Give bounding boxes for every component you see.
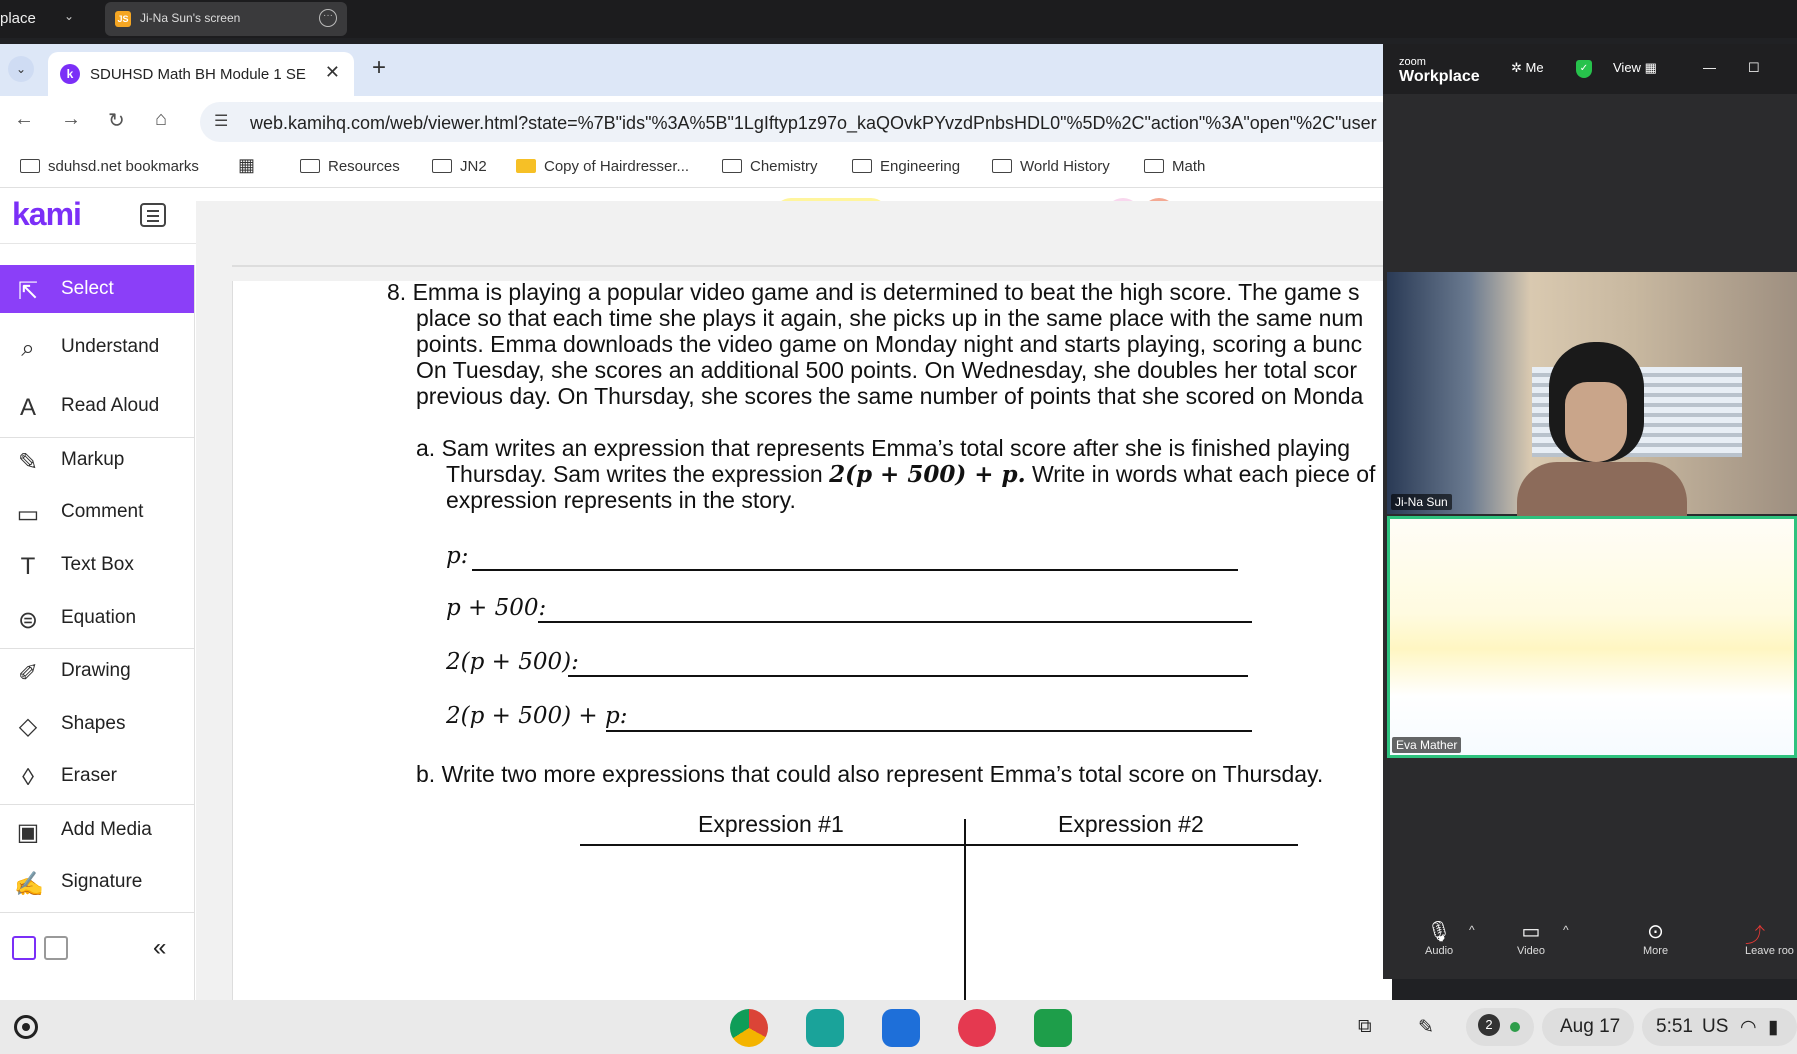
part-b-text: b. Write two more expressions that could also represent Emma’s total score on Thursday. xyxy=(416,761,1324,787)
clock-text: 5:51 xyxy=(1656,1016,1693,1037)
view-button[interactable]: View ▦ xyxy=(1613,60,1657,75)
kami-favicon-icon: k xyxy=(60,64,80,84)
video-off-icon: ▭ xyxy=(1521,921,1541,943)
tool-add-media[interactable]: ▣ Add Media xyxy=(0,806,194,854)
files-icon[interactable] xyxy=(882,1009,920,1047)
zoom-header xyxy=(1383,44,1797,94)
stylus-icon[interactable]: ✎ xyxy=(1418,1017,1434,1038)
table-header: Expression #2 xyxy=(1058,811,1204,837)
shared-screen-label: Ji-Na Sun's screen xyxy=(140,11,241,25)
paint-icon[interactable] xyxy=(958,1009,996,1047)
sidebar-divider xyxy=(0,912,194,913)
shared-screen-tab[interactable] xyxy=(105,2,347,36)
question-text-line: On Tuesday, she scores an additional 500 points. On Wednesday, she doubles her total scor xyxy=(416,357,1358,383)
tool-shapes[interactable]: ◇ Shapes xyxy=(0,700,194,748)
blank-label: p + 500: xyxy=(446,595,547,621)
participant-video[interactable] xyxy=(1387,272,1797,514)
apps-grid-icon[interactable]: ▦ xyxy=(238,155,256,175)
table-divider xyxy=(964,819,966,1000)
single-page-layout-icon[interactable] xyxy=(12,936,36,960)
address-bar[interactable] xyxy=(200,102,1400,142)
managed-bookmarks-icon xyxy=(20,159,40,173)
question-text-line: previous day. On Thursday, she scores the same number of points that she scored on Monda xyxy=(416,383,1364,409)
participant-badge: JS xyxy=(115,11,131,27)
participant-face xyxy=(1565,382,1627,462)
zoom-logo: zoom xyxy=(1399,56,1426,68)
table-rule xyxy=(580,844,1298,846)
question-text-line: points. Emma downloads the video game on Monday night and starts playing, scoring a bunc xyxy=(416,331,1363,357)
part-a-text xyxy=(446,461,1375,488)
classroom-icon[interactable] xyxy=(806,1009,844,1047)
folder-icon xyxy=(432,159,452,173)
back-icon[interactable]: ← xyxy=(14,108,34,130)
tool-equation[interactable]: ⊜ Equation xyxy=(0,594,194,642)
status-dot xyxy=(1510,1022,1520,1032)
tab-strip xyxy=(0,44,1383,96)
outline-icon[interactable] xyxy=(140,203,166,227)
notification-pill[interactable] xyxy=(1466,1008,1534,1046)
leave-button[interactable]: ⤴ Leave roo xyxy=(1745,919,1797,957)
bookmark-hairdresser[interactable]: Copy of Hairdresser... xyxy=(516,158,689,175)
collapse-sidebar-icon[interactable]: « xyxy=(153,934,167,961)
cursor-icon: ⇱ xyxy=(17,278,39,305)
tool-eraser[interactable]: ◊ Eraser xyxy=(0,752,194,800)
drawing-icon: ✐ xyxy=(17,660,39,687)
zoom-controls xyxy=(1383,919,1797,979)
forward-icon[interactable]: → xyxy=(61,108,81,130)
meeting-icon[interactable]: ✲ Me xyxy=(1511,60,1544,75)
answer-line xyxy=(472,569,1238,571)
signature-icon: ✍ xyxy=(14,871,44,898)
bookmarks-bar xyxy=(0,148,1383,188)
folder-icon xyxy=(300,159,320,173)
more-button[interactable]: ⊙ More xyxy=(1643,921,1669,957)
part-a-post: Write in words what each piece of xyxy=(1025,461,1376,487)
os-shelf xyxy=(0,1000,1797,1054)
bookmark-sduhsd[interactable]: sduhsd.net bookmarks xyxy=(20,158,199,175)
video-button[interactable]: ▭ Video xyxy=(1517,921,1545,957)
answer-line xyxy=(568,675,1248,677)
close-tab-icon[interactable]: ✕ xyxy=(324,62,340,82)
more-options-icon[interactable]: ··· xyxy=(319,9,337,27)
sidebar-divider xyxy=(0,804,194,805)
shapes-icon: ◇ xyxy=(18,713,38,740)
more-icon: ⊙ xyxy=(1647,921,1664,943)
audio-button[interactable]: 🎙 Audio xyxy=(1425,921,1454,957)
video-options-icon[interactable]: ^ xyxy=(1563,923,1569,937)
tab-search-icon[interactable]: ⌄ xyxy=(8,56,34,82)
home-icon[interactable]: ⌂ xyxy=(155,108,168,130)
bookmark-math[interactable]: Math xyxy=(1144,158,1205,175)
table-header: Expression #1 xyxy=(698,811,844,837)
maximize-icon[interactable]: ☐ xyxy=(1748,60,1760,75)
leave-icon: ⤴ xyxy=(1745,925,1765,947)
add-media-icon: ▣ xyxy=(16,819,40,846)
share-bar-label: place xyxy=(0,10,36,27)
bookmark-engineering[interactable]: Engineering xyxy=(852,158,960,175)
participant-name: Eva Mather xyxy=(1392,737,1461,753)
tool-comment[interactable]: ▭ Comment xyxy=(0,488,194,536)
battery-icon: ▮ xyxy=(1768,1017,1779,1038)
zoom-panel xyxy=(1383,44,1797,979)
question-text-line: place so that each time she plays it again, she picks up in the same place with the same num xyxy=(416,305,1364,331)
minimize-icon[interactable]: — xyxy=(1703,60,1716,75)
bookmark-jn2[interactable]: JN2 xyxy=(432,158,487,175)
question-text-line: 8. Emma is playing a popular video game and is determined to beat the high score. The game s xyxy=(387,279,1360,305)
chrome-icon[interactable] xyxy=(730,1009,768,1047)
tool-drawing[interactable]: ✐ Drawing xyxy=(0,647,194,695)
folder-icon xyxy=(1144,159,1164,173)
site-info-icon[interactable]: ☰ xyxy=(214,113,229,130)
notification-count: 2 xyxy=(1478,1014,1500,1036)
part-a-text: expression represents in the story. xyxy=(446,487,796,513)
kami-logo[interactable]: kami xyxy=(12,196,81,232)
url-text: web.kamihq.com/web/viewer.html?state=%7B"ids"%3A%5B"1LgIftyp1z97o_kaQOvkPYvzdPnbsHDL0"%5D%2C"action"%3A"open"%2C"user xyxy=(250,113,1377,133)
tool-read-aloud[interactable]: A Read Aloud xyxy=(0,382,194,430)
bookmark-chemistry[interactable]: Chemistry xyxy=(722,158,818,175)
folder-icon xyxy=(722,159,742,173)
reload-icon[interactable]: ↻ xyxy=(108,110,125,132)
comment-icon: ▭ xyxy=(16,501,40,528)
tool-select[interactable]: ⇱ Select xyxy=(0,265,194,313)
holding-space-icon[interactable]: ⧉ xyxy=(1358,1016,1372,1037)
google-classroom-icon[interactable] xyxy=(1034,1009,1072,1047)
tab-title: SDUHSD Math BH Module 1 SE xyxy=(90,66,306,83)
expression: 2(p + 500) + p. xyxy=(829,461,1026,488)
nav-bar xyxy=(0,96,1383,148)
participant-video-active[interactable] xyxy=(1387,516,1797,758)
tool-understand[interactable]: ⌕ Understand xyxy=(0,323,194,371)
new-tab-icon[interactable]: + xyxy=(372,54,387,81)
read-aloud-icon: A xyxy=(19,394,36,421)
bookmark-world-history[interactable]: World History xyxy=(992,158,1110,175)
launcher-icon[interactable] xyxy=(14,1015,38,1039)
slides-icon xyxy=(516,159,536,173)
audio-options-icon[interactable]: ^ xyxy=(1469,923,1475,937)
browser-tab-active[interactable] xyxy=(48,52,354,96)
mic-muted-icon: 🎙 xyxy=(1426,921,1452,943)
kami-sidebar xyxy=(0,265,195,1000)
blank-label: p: xyxy=(446,543,469,569)
part-a-pre: Thursday. Sam writes the expression xyxy=(446,461,830,487)
locale-text: US xyxy=(1702,1016,1729,1037)
tool-signature[interactable]: ✍ Signature xyxy=(14,871,143,898)
part-a-text: a. Sam writes an expression that represents Emma’s total score after she is finished playing xyxy=(416,435,1351,461)
participant-name: Ji-Na Sun xyxy=(1391,494,1452,510)
zoom-share-bar xyxy=(0,0,1797,38)
two-page-layout-icon[interactable] xyxy=(44,936,68,960)
folder-icon xyxy=(992,159,1012,173)
date-text: Aug 17 xyxy=(1560,1016,1621,1037)
answer-line xyxy=(538,621,1252,623)
page-edge xyxy=(232,265,1392,267)
markup-icon: ✎ xyxy=(17,449,39,476)
chevron-down-icon[interactable]: ⌄ xyxy=(64,9,75,23)
understand-icon: ⌕ xyxy=(21,335,35,362)
eraser-icon: ◊ xyxy=(22,764,34,791)
text-box-icon: T xyxy=(20,553,36,580)
wifi-icon: ◠ xyxy=(1740,1017,1757,1038)
answer-line xyxy=(606,730,1252,732)
folder-icon xyxy=(852,159,872,173)
security-shield-icon[interactable]: ✓ xyxy=(1576,60,1592,78)
blank-label: 2(p + 500): xyxy=(446,649,579,675)
tool-text-box[interactable]: T Text Box xyxy=(0,541,194,589)
participant-body xyxy=(1517,462,1687,522)
equation-icon: ⊜ xyxy=(17,607,39,634)
blank-label: 2(p + 500) + p: xyxy=(446,703,628,729)
zoom-brand: Workplace xyxy=(1399,68,1480,85)
document-viewer xyxy=(196,201,1383,1000)
bookmark-resources[interactable]: Resources xyxy=(300,158,400,175)
tool-markup[interactable]: ✎ Markup xyxy=(0,436,194,484)
